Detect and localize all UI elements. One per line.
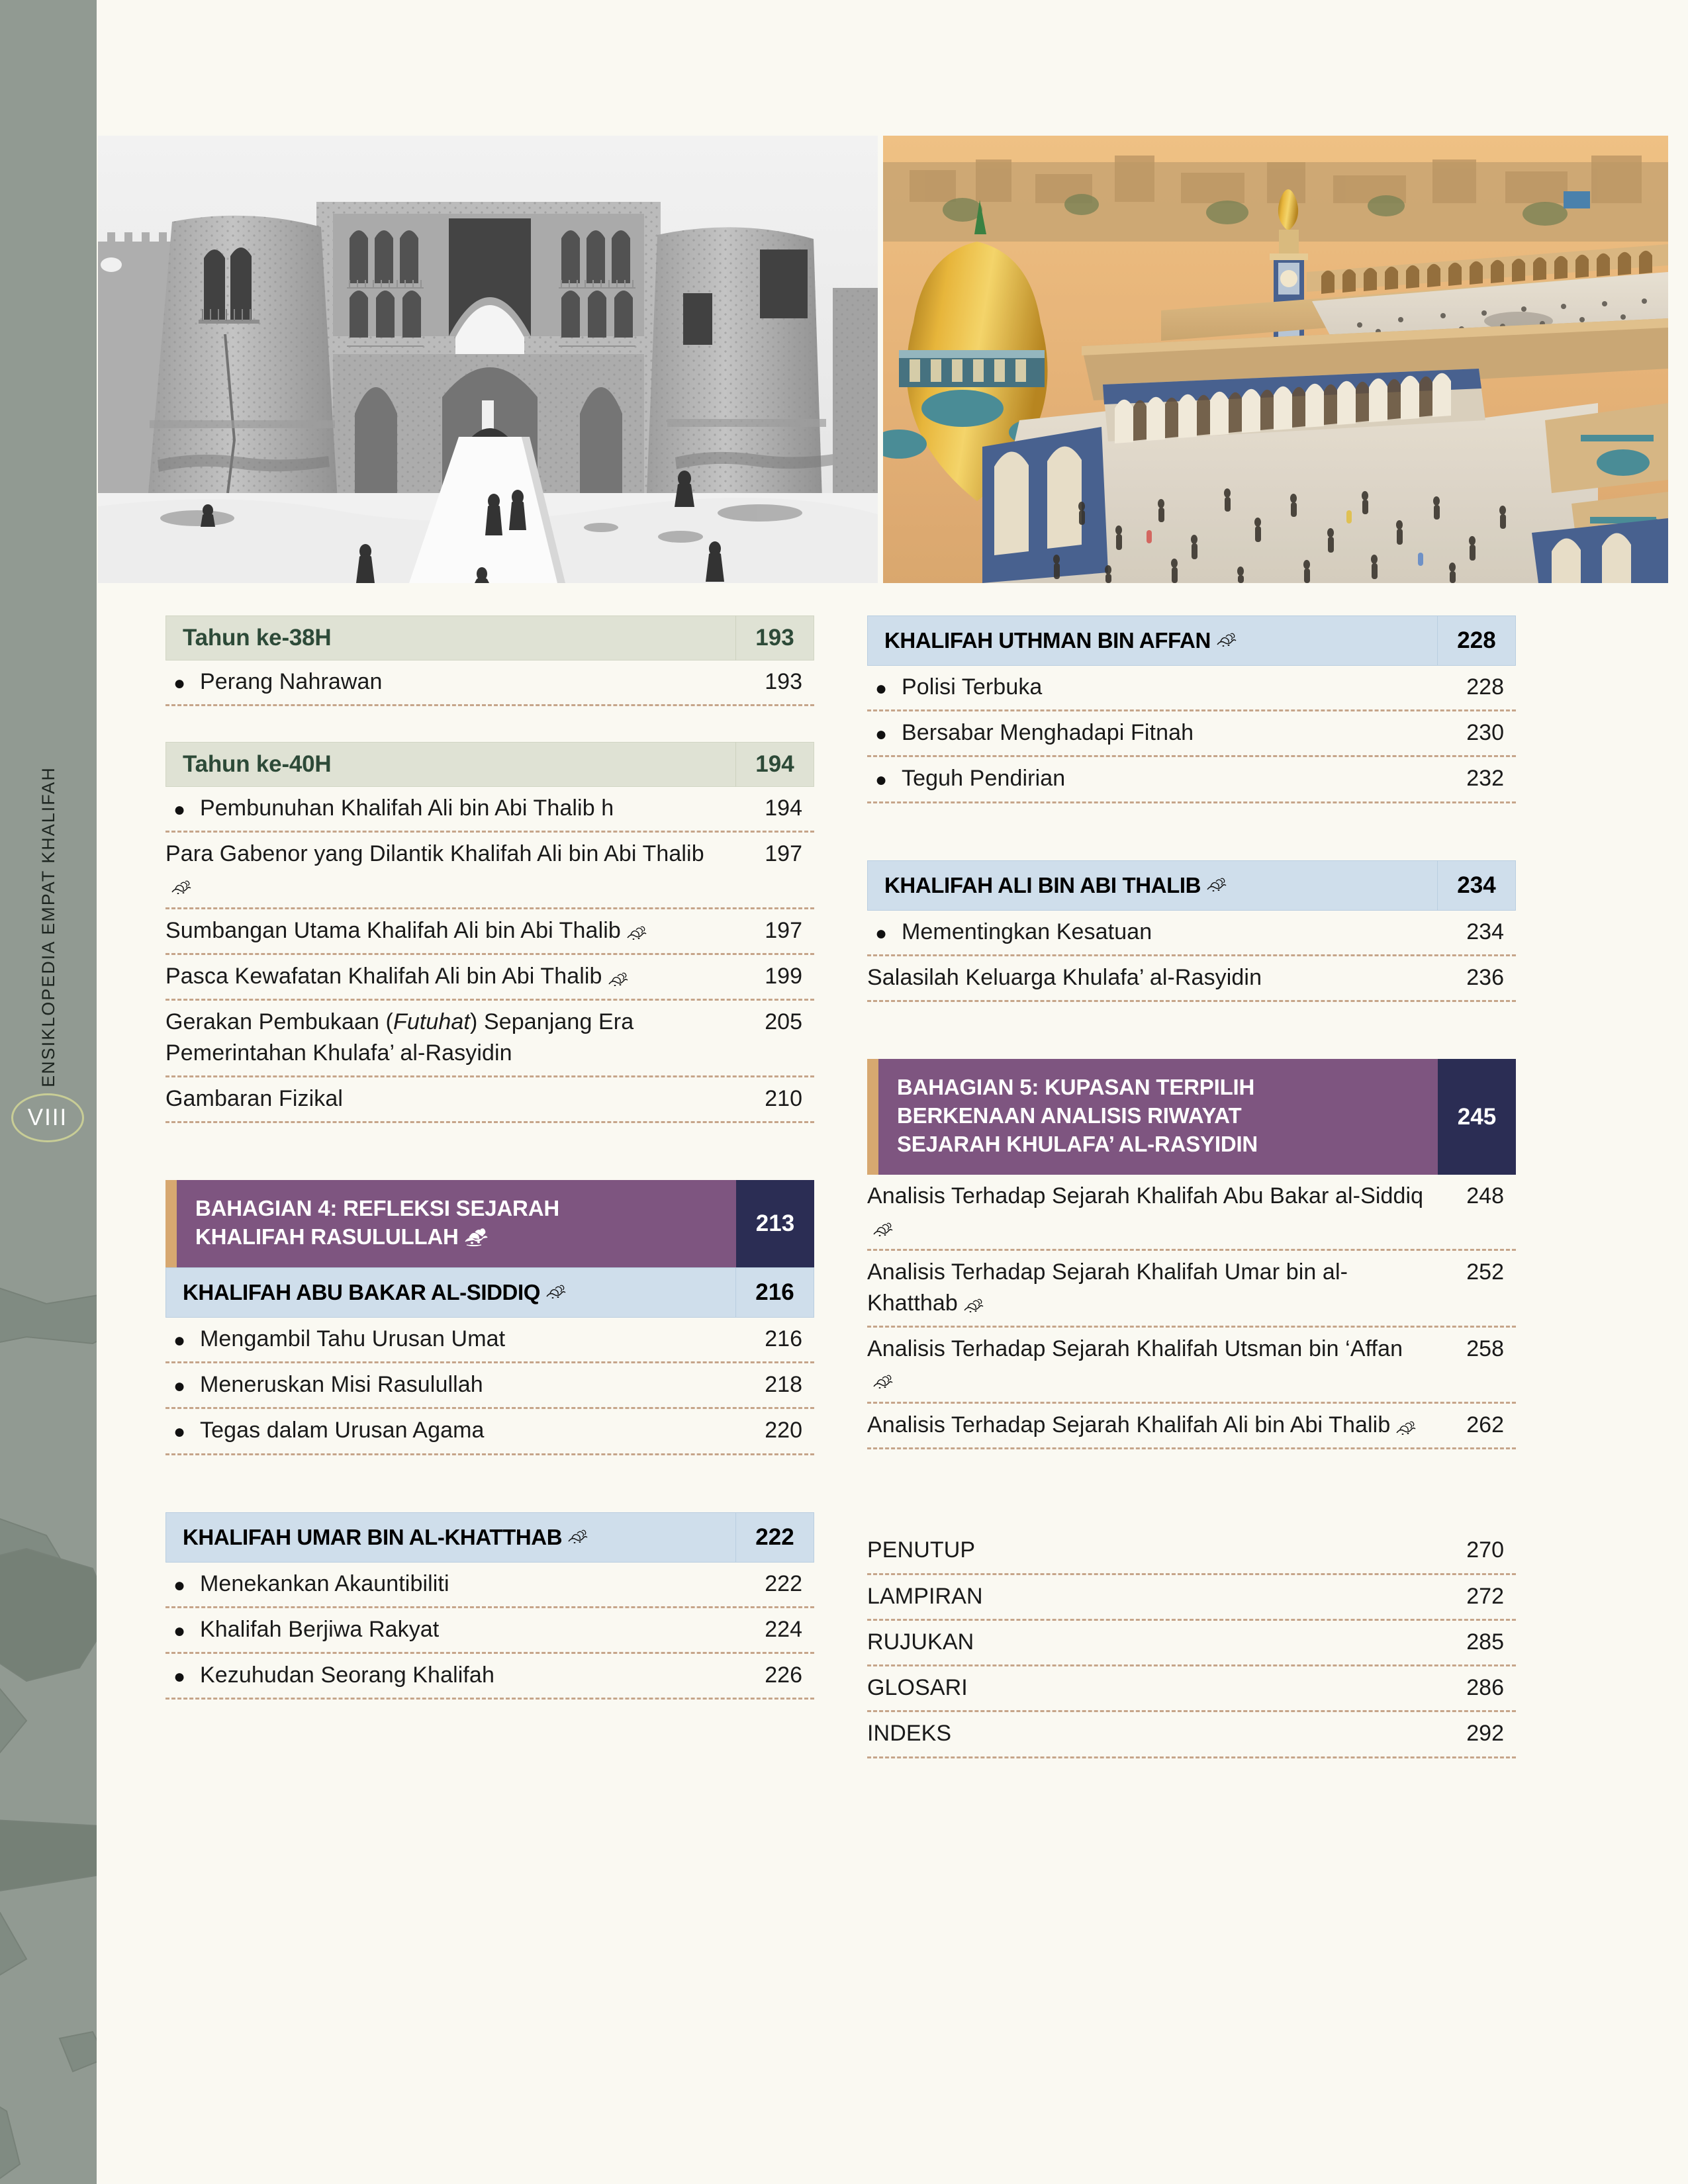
toc-entry-polisi-terbuka[interactable] <box>867 666 1516 711</box>
fortress-gateway-photo <box>98 136 878 583</box>
toc-entry-label: Analisis Terhadap Sejarah Khalifah Utsman bin ‘Affan <box>867 1334 1436 1394</box>
toc-entry-page: 218 <box>765 1372 802 1398</box>
banner-body <box>878 1059 1438 1175</box>
toc-entry-analisis-umar[interactable] <box>867 1251 1516 1327</box>
toc-entry-kezuhudan-seorang-khalifah[interactable] <box>165 1654 814 1700</box>
toc-entry-label: LAMPIRAN <box>867 1583 983 1609</box>
toc-entry-gerakan-pembukaan[interactable] <box>165 1001 814 1077</box>
toc-entry-page: 222 <box>765 1570 802 1596</box>
section-header-label: KHALIFAH ALI BIN ABI THALIB <box>868 873 1437 898</box>
section-header-label: Tahun ke-38H <box>183 625 332 651</box>
bullet-icon: ● <box>173 672 186 694</box>
section-header-label: KHALIFAH UMAR BIN AL-KHATTHAB <box>166 1525 735 1550</box>
toc-entry-label: PENUTUP <box>867 1537 976 1563</box>
toc-entry-label: Polisi Terbuka <box>902 674 1043 700</box>
toc-entry-page: 197 <box>765 917 802 943</box>
toc-entry-label: Tegas dalam Urusan Agama <box>200 1418 485 1443</box>
section-header-khalifah-umar[interactable] <box>165 1512 814 1563</box>
section-header-khalifah-uthman[interactable] <box>867 615 1516 666</box>
section-header-page: 222 <box>735 1512 814 1563</box>
bullet-icon: ● <box>875 922 888 944</box>
bullet-icon: ● <box>173 1619 186 1642</box>
section-header-page: 228 <box>1437 615 1515 666</box>
toc-entry-page: 224 <box>765 1616 802 1642</box>
honorific-radiyallahu-anhu-icon <box>625 925 647 942</box>
toc-entry-page: 210 <box>765 1085 802 1111</box>
toc-entry-label: Gambaran Fizikal <box>165 1085 344 1111</box>
section-banner-bahagian-5[interactable] <box>867 1059 1516 1175</box>
toc-entry-para-gabenor[interactable] <box>165 833 814 909</box>
banner-accent-bar <box>867 1059 878 1175</box>
toc-entry-teguh-pendirian[interactable] <box>867 757 1516 803</box>
page-number-text: VIII <box>27 1105 68 1130</box>
toc-entry-page: 193 <box>765 669 802 694</box>
world-map-watermark <box>0 1257 97 2184</box>
honorific-radiyallahu-anhu-icon <box>1394 1420 1417 1437</box>
section-header-page: 234 <box>1437 860 1515 911</box>
section-header-label: KHALIFAH UTHMAN BIN AFFAN <box>868 628 1437 653</box>
toc-entry-label: RUJUKAN <box>867 1629 974 1655</box>
toc-entry-indeks[interactable] <box>867 1712 1516 1758</box>
toc-entry-page: 226 <box>765 1662 802 1688</box>
toc-entry-page: 199 <box>765 964 802 989</box>
section-header-tahun-40h[interactable] <box>165 742 814 787</box>
toc-entry-page: 286 <box>1466 1675 1504 1701</box>
bullet-icon: ● <box>875 723 888 746</box>
section-header-page: 194 <box>735 742 814 787</box>
honorific-radiyallahu-anhu-icon <box>544 1284 567 1301</box>
toc-entry-label: Salasilah Keluarga Khulafa’ al-Rasyidin <box>867 964 1262 990</box>
toc-entry-label: Menekankan Akauntibiliti <box>200 1570 449 1596</box>
toc-entry-page: 194 <box>765 796 802 821</box>
toc-entry-meneruskan-misi-rasulullah[interactable] <box>165 1363 814 1409</box>
toc-entry-page: 252 <box>1466 1259 1504 1285</box>
honorific-radiyallahu-anhu-icon <box>871 1222 894 1239</box>
toc-entry-label: Analisis Terhadap Sejarah Khalifah Abu Bakar al-Siddiq <box>867 1181 1436 1242</box>
toc-entry-page: 232 <box>1466 766 1504 792</box>
honorific-radiyallahu-anhu-icon <box>962 1298 984 1315</box>
toc-entry-salasilah-keluarga[interactable] <box>867 956 1516 1002</box>
toc-entry-menekankan-akauntibiliti[interactable] <box>165 1563 814 1608</box>
toc-entry-label: Perang Nahrawan <box>200 669 383 694</box>
bullet-icon: ● <box>173 1329 186 1351</box>
left-sidebar <box>0 0 97 2184</box>
honorific-radiyallahu-anhu-icon <box>566 1529 588 1546</box>
banner-line-1: BAHAGIAN 4: REFLEKSI SEJARAH <box>195 1196 559 1221</box>
toc-entry-pembunuhan-khalifah-ali[interactable] <box>165 787 814 833</box>
banner-page: 245 <box>1438 1059 1516 1175</box>
toc-entry-page: 258 <box>1466 1336 1504 1361</box>
toc-entry-page: 197 <box>765 841 802 867</box>
honorific-radiyallahu-anhu-icon <box>1205 877 1227 894</box>
toc-entry-page: 270 <box>1466 1537 1504 1563</box>
bullet-icon: ● <box>875 769 888 792</box>
toc-entry-page: 272 <box>1466 1583 1504 1609</box>
banner-line-1: BAHAGIAN 5: KUPASAN TERPILIH <box>897 1075 1255 1100</box>
bullet-icon: ● <box>173 1666 186 1688</box>
toc-entry-label: Mementingkan Kesatuan <box>902 919 1152 944</box>
toc-entry-khalifah-berjiwa-rakyat[interactable] <box>165 1608 814 1654</box>
section-header-tahun-38h[interactable] <box>165 615 814 660</box>
section-banner-bahagian-4[interactable] <box>165 1180 814 1267</box>
toc-entry-label: Analisis Terhadap Sejarah Khalifah Ali bin Abi Thalib <box>867 1410 1436 1440</box>
toc-entry-label: Mengambil Tahu Urusan Umat <box>200 1326 506 1351</box>
toc-entry-label: Pembunuhan Khalifah Ali bin Abi Thalib h <box>200 796 614 821</box>
toc-entry-pasca-kewafatan[interactable] <box>165 955 814 1001</box>
toc-entry-label: Khalifah Berjiwa Rakyat <box>200 1616 440 1642</box>
toc-entry-perang-nahrawan[interactable] <box>165 660 814 706</box>
toc-entry-page: 234 <box>1466 919 1504 944</box>
toc-entry-glosari[interactable] <box>867 1666 1516 1712</box>
toc-entry-analisis-utsman[interactable] <box>867 1328 1516 1404</box>
toc-entry-page: 230 <box>1466 720 1504 746</box>
banner-line-2: BERKENAAN ANALISIS RIWAYAT <box>897 1103 1242 1128</box>
toc-entry-page: 285 <box>1466 1629 1504 1655</box>
banner-accent-bar <box>165 1180 177 1267</box>
bullet-icon: ● <box>173 1574 186 1596</box>
shrine-complex-photo <box>883 136 1668 583</box>
toc-entry-page: 292 <box>1466 1721 1504 1747</box>
toc-entry-label: Meneruskan Misi Rasulullah <box>200 1372 483 1398</box>
toc-column-left <box>165 615 814 1700</box>
toc-entry-gambaran-fizikal[interactable] <box>165 1077 814 1123</box>
bullet-icon: ● <box>173 1421 186 1443</box>
toc-entry-mengambil-tahu-urusan-umat[interactable] <box>165 1318 814 1363</box>
toc-entry-label: Kezuhudan Seorang Khalifah <box>200 1662 494 1688</box>
toc-entry-page: 228 <box>1466 674 1504 700</box>
toc-entry-bersabar-menghadapi-fitnah[interactable] <box>867 711 1516 757</box>
bullet-icon: ● <box>875 678 888 700</box>
toc-entry-page: 262 <box>1466 1412 1504 1438</box>
honorific-radiyallahu-anhu-icon <box>606 972 629 989</box>
toc-entry-page: 236 <box>1466 964 1504 990</box>
banner-line-3: SEJARAH KHULAFA’ AL-RASYIDIN <box>897 1131 1258 1156</box>
toc-entry-label: Bersabar Menghadapi Fitnah <box>902 720 1194 746</box>
toc-entry-page: 248 <box>1466 1183 1504 1208</box>
section-header-khalifah-ali[interactable] <box>867 860 1516 911</box>
honorific-radiyallahu-anhu-icon <box>1215 632 1237 649</box>
banner-page: 213 <box>736 1180 814 1267</box>
toc-entry-label: Para Gabenor yang Dilantik Khalifah Ali bin Abi Thalib <box>165 839 735 899</box>
book-title-vertical <box>0 715 97 1138</box>
toc-entry-label: Pasca Kewafatan Khalifah Ali bin Abi Thalib <box>165 961 735 991</box>
honorific-radiyallahu-anhu-icon <box>169 880 192 897</box>
toc-entry-label: Gerakan Pembukaan (Futuhat) Sepanjang Era Pemerintahan Khulafa’ al-Rasyidin <box>165 1009 634 1066</box>
section-header-label: KHALIFAH ABU BAKAR AL-SIDDIQ <box>166 1280 735 1305</box>
honorific-radiyallahu-anhu-icon <box>871 1374 894 1391</box>
section-header-page: 193 <box>735 615 814 660</box>
banner-line-2: KHALIFAH RASULULLAH <box>195 1223 716 1251</box>
toc-entry-label: GLOSARI <box>867 1675 968 1701</box>
bullet-icon: ● <box>173 799 186 821</box>
toc-entry-page: 220 <box>765 1418 802 1443</box>
toc-column-right <box>867 615 1516 1758</box>
page-number-badge <box>11 1093 84 1142</box>
banner-body <box>177 1180 736 1267</box>
toc-entry-page: 205 <box>765 1009 802 1035</box>
toc-entry-label: INDEKS <box>867 1721 952 1747</box>
toc-entry-lampiran[interactable] <box>867 1575 1516 1621</box>
toc-entry-analisis-ali[interactable] <box>867 1404 1516 1449</box>
honorific-sallallahu-alaihi-wasallam-icon <box>463 1227 488 1247</box>
toc-entry-analisis-abu-bakar[interactable] <box>867 1175 1516 1251</box>
toc-entry-penutup[interactable] <box>867 1529 1516 1574</box>
toc-entry-sumbangan-utama[interactable] <box>165 909 814 955</box>
toc-entry-label: Analisis Terhadap Sejarah Khalifah Umar bin al-Khatthab <box>867 1259 1348 1316</box>
bullet-icon: ● <box>173 1375 186 1398</box>
toc-entry-label: Teguh Pendirian <box>902 766 1066 792</box>
section-header-khalifah-abu-bakar[interactable] <box>165 1267 814 1318</box>
book-title-text: ENSIKLOPEDIA EMPAT KHALIFAH <box>38 766 58 1087</box>
toc-entry-rujukan[interactable] <box>867 1621 1516 1666</box>
toc-entry-tegas-dalam-urusan-agama[interactable] <box>165 1409 814 1455</box>
toc-entry-mementingkan-kesatuan[interactable] <box>867 911 1516 956</box>
section-header-page: 216 <box>735 1267 814 1318</box>
section-header-label: Tahun ke-40H <box>183 751 332 778</box>
toc-entry-page: 216 <box>765 1326 802 1351</box>
toc-entry-label: Sumbangan Utama Khalifah Ali bin Abi Thalib <box>165 915 735 946</box>
